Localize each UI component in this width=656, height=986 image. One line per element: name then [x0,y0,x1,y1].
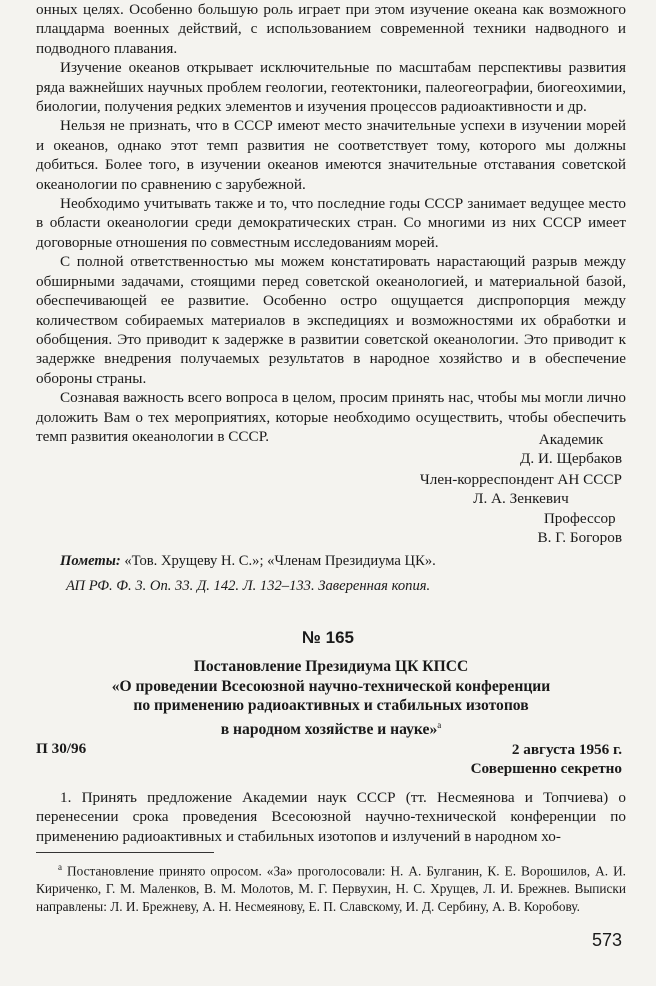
paragraph: Нельзя не признать, что в СССР имеют место значительные успехи в изучении морей и океанов, однако этот темп развития не соответствует тому, которого мы должны добиться. Более того, в изучении океанов имеются значительные отставания советской океанологии по сравнению с зарубежной. [36,117,626,193]
signature-block [420,470,622,508]
title-line: «О проведении Всесоюзной научно-технической конференции [111,677,551,695]
title-line: Постановление Президиума ЦК КПСС [193,658,469,675]
footnote-text: Постановление принято опросом. «За» проголосовали: Н. А. Булганин, К. Е. Ворошилов, А. И. Кириченко, Г. М. Маленков, В. М. Молотов, М. Г. Первухин, Н. С. Хрущев, Л. И. Брежнев. Выписки направлены: Л. И. Брежневу, А. Н. Несмеянову, Е. П. Славскому, И. Д. Сербину, А. В. Коробову. [36,863,627,915]
paragraph: Необходимо учитывать также и то, что последние годы СССР занимает ведущее место в области океанологии среди демократических стран. Со многими из них СССР имеет договорные отношения по совместным исследованиям морей. [36,195,626,251]
paragraph: С полной ответственностью мы можем констатировать нарастающий разрыв между обширными задачами, стоящими перед советской океанологией, и материальной базой, обеспечивающей ее развитие. Особенно остро ощущается диспропорция между количеством собираемых материалов в экспедициях и возможностями их обработки и обобщения. Это приводит к задержке в развитии советской океанологии. Это приводит к задержке внедрения получаемых результатов в народное хозяйство и в обеспечение обороны страны. [36,253,626,387]
document-meta [471,740,622,778]
paragraph: Изучение океанов открывает исключительные по масштабам перспективы развития ряда важнейших научных проблем геологии, геотектоники, палеогеографии, биогеохимии, биологии, получения редких элементов и изучения процессов радиоактивности и др. [36,59,626,116]
archive-source: АП РФ. Ф. 3. Оп. 33. Д. 142. Л. 132–133. Заверенная копия. [66,578,431,594]
signature-name: Л. А. Зенкевич [473,490,569,507]
footnote-ref: а [437,719,442,730]
footnote [36,858,626,916]
signature-name: Д. И. Щербаков [519,450,622,467]
signature-block [537,509,622,547]
decision-text [36,788,626,846]
paragraph: 1. Принять предложение Академии наук СССР (тт. Несмеянова и Топчиева) о перенесении срока проведения Всесоюзной научно-технической конференции по применению радиоактивных и стабильных изотопов и излучений в народном хо- [36,789,626,845]
document-number: № 165 [301,628,355,647]
paragraph: Сознавая важность всего вопроса в целом, просим принять нас, чтобы мы могли лично доложить Вам о тех мероприятиях, которые необходимо осуществить, чтобы обеспечить темп развития океанологии в СССР. [36,389,626,445]
marginal-notes [60,552,436,571]
footnote-mark: а [58,862,62,872]
protocol-number: П 30/96 [36,740,87,757]
notes-text: «Тов. Хрущеву Н. С.»; «Членам Президиума ЦК». [120,553,436,569]
signature-title: Академик [538,431,604,448]
title-line: по применению радиоактивных и стабильных изотопов [133,697,529,714]
document-title [36,657,626,739]
signature-block [520,430,622,468]
classification-stamp: Совершенно секретно [470,760,622,777]
letter-body [36,0,626,446]
signature-name: В. Г. Богоров [537,529,622,546]
signature-title: Профессор [543,510,616,527]
page-number: 573 [591,930,622,950]
footnote-divider [36,852,214,853]
title-line: в народном хозяйстве и науке» [220,720,438,738]
paragraph: онных целях. Особенно большую роль играет при этом изучение океана как возможного плацдарма военных действий, с использованием современной техники надводного и подводного плавания. [36,1,626,57]
signature-title: Член-корреспондент АН СССР [419,471,622,488]
notes-label: Пометы: [60,553,121,569]
document-date: 2 августа 1956 г. [511,741,622,758]
